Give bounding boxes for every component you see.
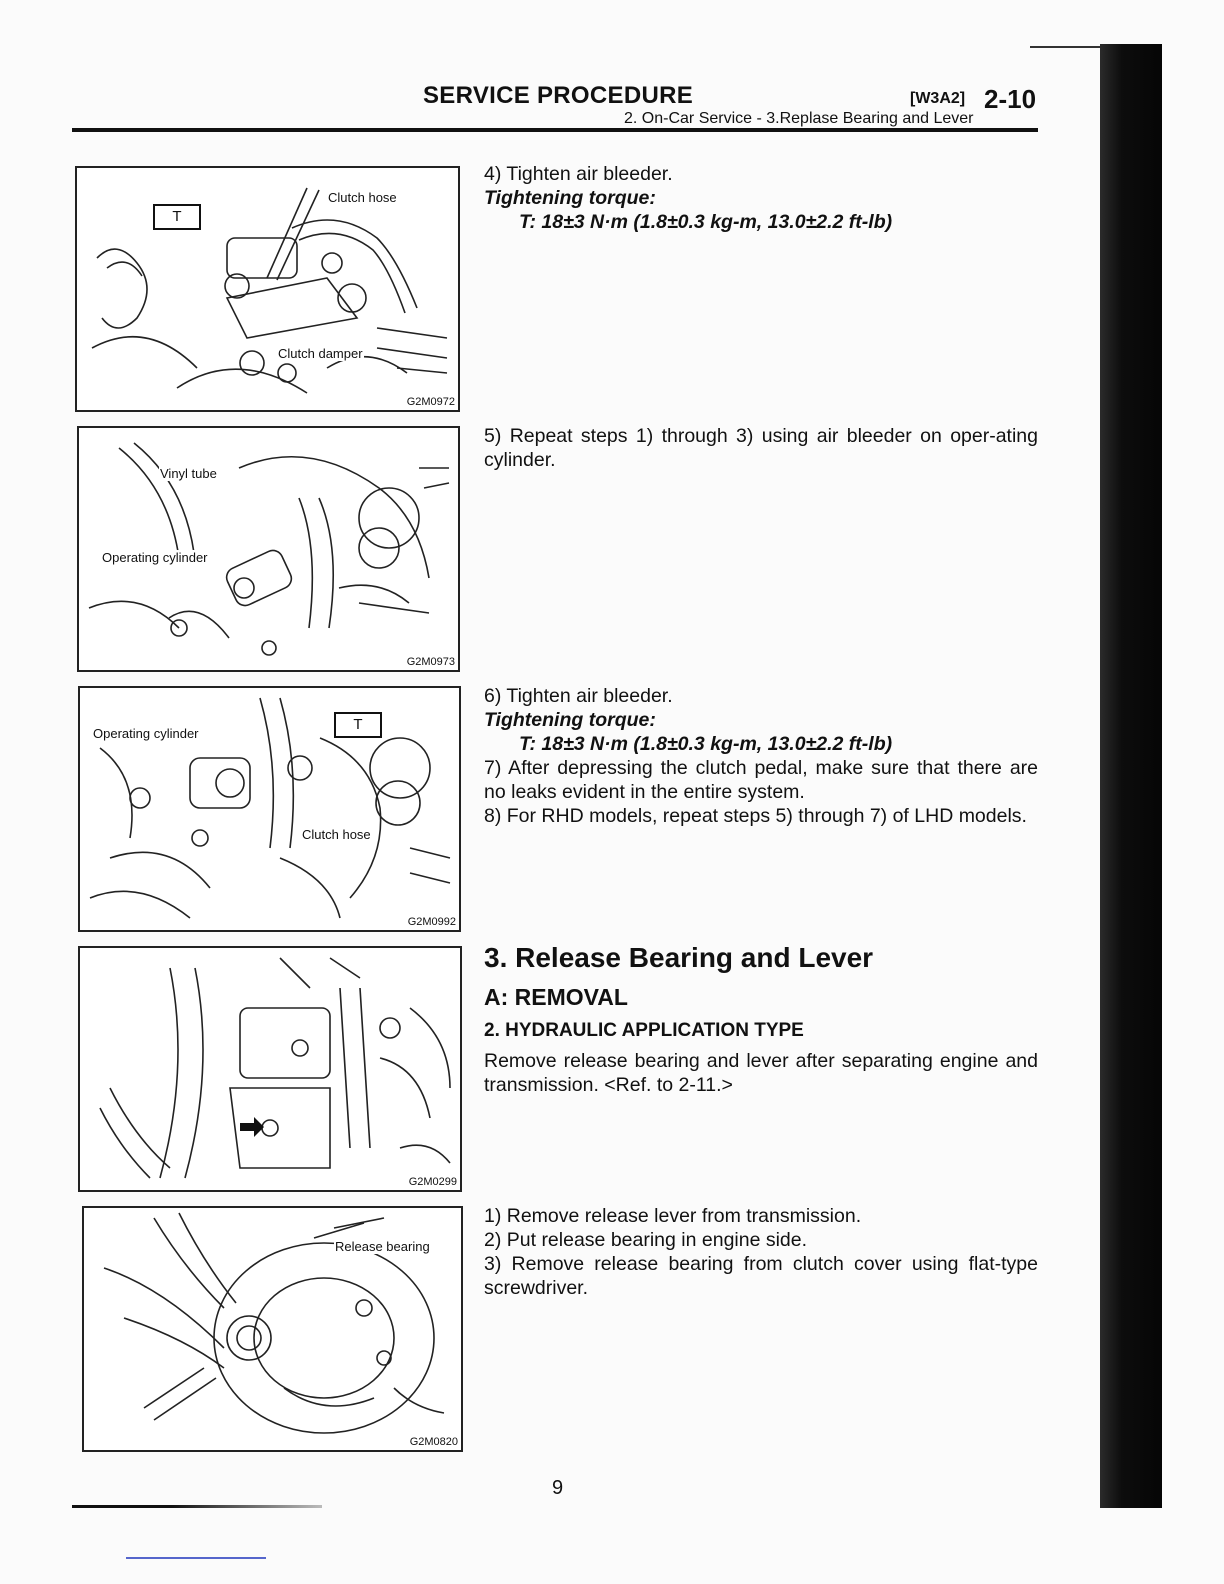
torque-marker: T [334,712,382,738]
illustration-clutch-damper [77,168,458,410]
footer-rule [72,1505,322,1508]
label-clutch-damper: Clutch damper [278,346,363,361]
step-4: 4) Tighten air bleeder. [484,163,673,185]
step-8: 8) For RHD models, repeat steps 5) through 7) of LHD models. [484,805,1027,827]
removal-step-3: 3) Remove release bearing from clutch cover using flat-type screwdriver. [484,1253,1038,1299]
figure-release-bearing [82,1206,463,1452]
label-vinyl-tube: Vinyl tube [160,466,217,481]
torque-marker: T [153,204,201,230]
removal-step-1: 1) Remove release lever from transmission. [484,1205,862,1227]
subsection-heading: A: REMOVAL [484,984,628,1010]
figure-code: G2M0992 [407,916,456,928]
label-clutch-hose: Clutch hose [302,827,371,842]
torque-spec: T: 18±3 N·m (1.8±0.3 kg-m, 13.0±2.2 ft-lb) [519,733,893,755]
page-title: SERVICE PROCEDURE [423,82,694,109]
section-heading: 3. Release Bearing and Lever [484,942,874,973]
figure-operating-cylinder [78,686,461,932]
step-block-4 [484,162,1038,234]
figure-clutch-hose [75,166,460,412]
step-6: 6) Tighten air bleeder. [484,685,673,707]
intro-text: Remove release bearing and lever after separating engine and transmission. <Ref. to 2-11.> [484,1050,1038,1096]
binding-shadow [1100,44,1162,1508]
illustration-operating-cylinder-2 [80,688,459,930]
breadcrumb: 2. On-Car Service - 3.Replase Bearing and Lever [624,110,974,127]
step-block-5 [484,424,1038,472]
torque-heading: Tightening torque: [484,709,656,731]
illustration-release-lever [80,948,460,1190]
header-divider [72,128,1038,132]
label-operating-cylinder: Operating cylinder [102,550,208,565]
step-block-6-8 [484,684,1038,828]
torque-spec: T: 18±3 N·m (1.8±0.3 kg-m, 13.0±2.2 ft-lb) [519,211,893,233]
page-code: 2-10 [984,84,1037,114]
torque-heading: Tightening torque: [484,187,656,209]
label-operating-cylinder: Operating cylinder [93,726,199,741]
label-release-bearing: Release bearing [335,1239,430,1254]
page-number: 9 [552,1477,564,1499]
removal-steps [484,1204,1038,1300]
figure-code: G2M0820 [409,1436,458,1448]
subsubsection-heading: 2. HYDRAULIC APPLICATION TYPE [484,1020,804,1041]
figure-code: G2M0299 [408,1176,457,1188]
step-7: 7) After depressing the clutch pedal, make sure that there are no leaks evident in the entire system. [484,757,1038,803]
removal-intro [484,1049,1038,1097]
figure-vinyl-tube [77,426,460,672]
binding-edge [1030,46,1102,48]
figure-code: G2M0973 [406,656,455,668]
illustration-operating-cylinder [79,428,458,670]
step-5: 5) Repeat steps 1) through 3) using air bleeder on oper-ating cylinder. [484,425,1038,471]
section-code: [W3A2] [910,90,966,107]
figure-transmission [78,946,462,1192]
arrow-icon [240,1117,264,1137]
footer-link-underline [126,1557,266,1559]
removal-step-2: 2) Put release bearing in engine side. [484,1229,808,1251]
figure-code: G2M0972 [406,396,455,408]
label-clutch-hose: Clutch hose [328,190,397,205]
